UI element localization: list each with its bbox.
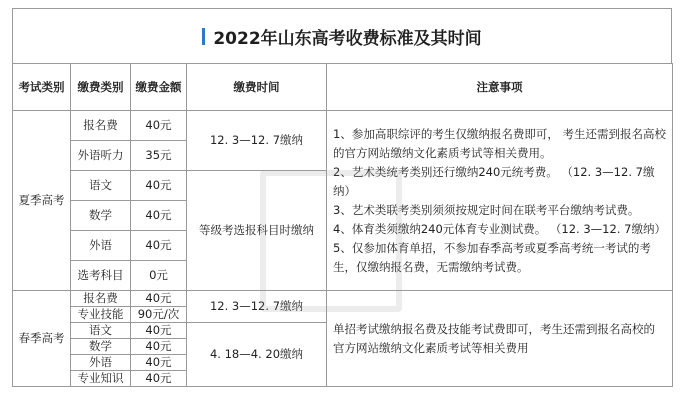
fee-type-cell: 外语: [71, 231, 131, 261]
fee-type-cell: 数学: [71, 339, 131, 355]
header-notes: 注意事项: [327, 64, 673, 111]
fee-amount-cell: 40元: [131, 355, 187, 371]
summer-note: 5、仅参加体育单招，不参加春季高考或夏季高考统一考试的考生，仅缴纳报名费，无需缴纳考试费。: [333, 240, 651, 274]
summer-notes: [327, 111, 673, 291]
fee-table: [12, 63, 673, 387]
spring-category: 春季高考: [13, 291, 71, 387]
fee-amount-cell: 40元: [131, 171, 187, 201]
fee-amount-cell: 90元/次: [131, 307, 187, 323]
fee-amount-cell: 0元: [131, 261, 187, 291]
summer-time-1: 12. 3—12. 7缴纳: [187, 111, 327, 171]
fee-type-cell: 外语听力: [71, 141, 131, 171]
fee-type-cell: 语文: [71, 323, 131, 339]
fee-type-cell: 选考科目: [71, 261, 131, 291]
header-exam-type: 考试类别: [13, 64, 71, 111]
fee-amount-cell: 40元: [131, 201, 187, 231]
fee-amount-cell: 40元: [131, 231, 187, 261]
fee-type-cell: 报名费: [71, 291, 131, 307]
title-accent-bar: [202, 28, 205, 45]
fee-type-cell: 专业知识: [71, 371, 131, 387]
table-title: [12, 8, 672, 64]
fee-amount-cell: 40元: [131, 371, 187, 387]
fee-amount-cell: 40元: [131, 291, 187, 307]
summer-time-2: 等级考选报科目时缴纳: [187, 171, 327, 291]
summer-category: 夏季高考: [13, 111, 71, 291]
table-row: [13, 291, 673, 307]
header-fee-amount: 缴费金额: [131, 64, 187, 111]
fee-amount-cell: 35元: [131, 141, 187, 171]
fee-type-cell: 数学: [71, 201, 131, 231]
fee-amount-cell: 40元: [131, 339, 187, 355]
title-text: 2022年山东高考收费标准及其时间: [213, 29, 482, 49]
summer-note: 4、体育类须缴纳240元体育专业测试费。 （12. 3—12. 7缴纳）: [333, 221, 666, 236]
summer-note: 1、参加高职综评的考生仅缴纳报名费即可， 考生还需到报名高校的官方网站缴纳文化素质考试等相关费用。: [333, 126, 666, 160]
fee-type-cell: 报名费: [71, 111, 131, 141]
spring-notes: 单招考试缴纳报名费及技能考试费即可，考生还需到报名高校的官方网站缴纳文化素质考试等相关费用: [327, 291, 673, 387]
table-row: [13, 111, 673, 141]
fee-type-cell: 语文: [71, 171, 131, 201]
fee-amount-cell: 40元: [131, 111, 187, 141]
summer-note: 2、艺术类统考类别还行缴纳240元统考费。 （12. 3—12. 7缴纳）: [333, 164, 655, 198]
header-fee-time: 缴费时间: [187, 64, 327, 111]
fee-amount-cell: 40元: [131, 323, 187, 339]
header-fee-type: 缴费类别: [71, 64, 131, 111]
spring-time-1: 12. 3—12. 7缴纳: [187, 291, 327, 323]
fee-type-cell: 外语: [71, 355, 131, 371]
spring-time-2: 4. 18—4. 20缴纳: [187, 323, 327, 387]
summer-note: 3、艺术类联考类别须须按规定时间在联考平台缴纳考试费。: [333, 202, 640, 217]
fee-type-cell: 专业技能: [71, 307, 131, 323]
header-row: [13, 64, 673, 111]
